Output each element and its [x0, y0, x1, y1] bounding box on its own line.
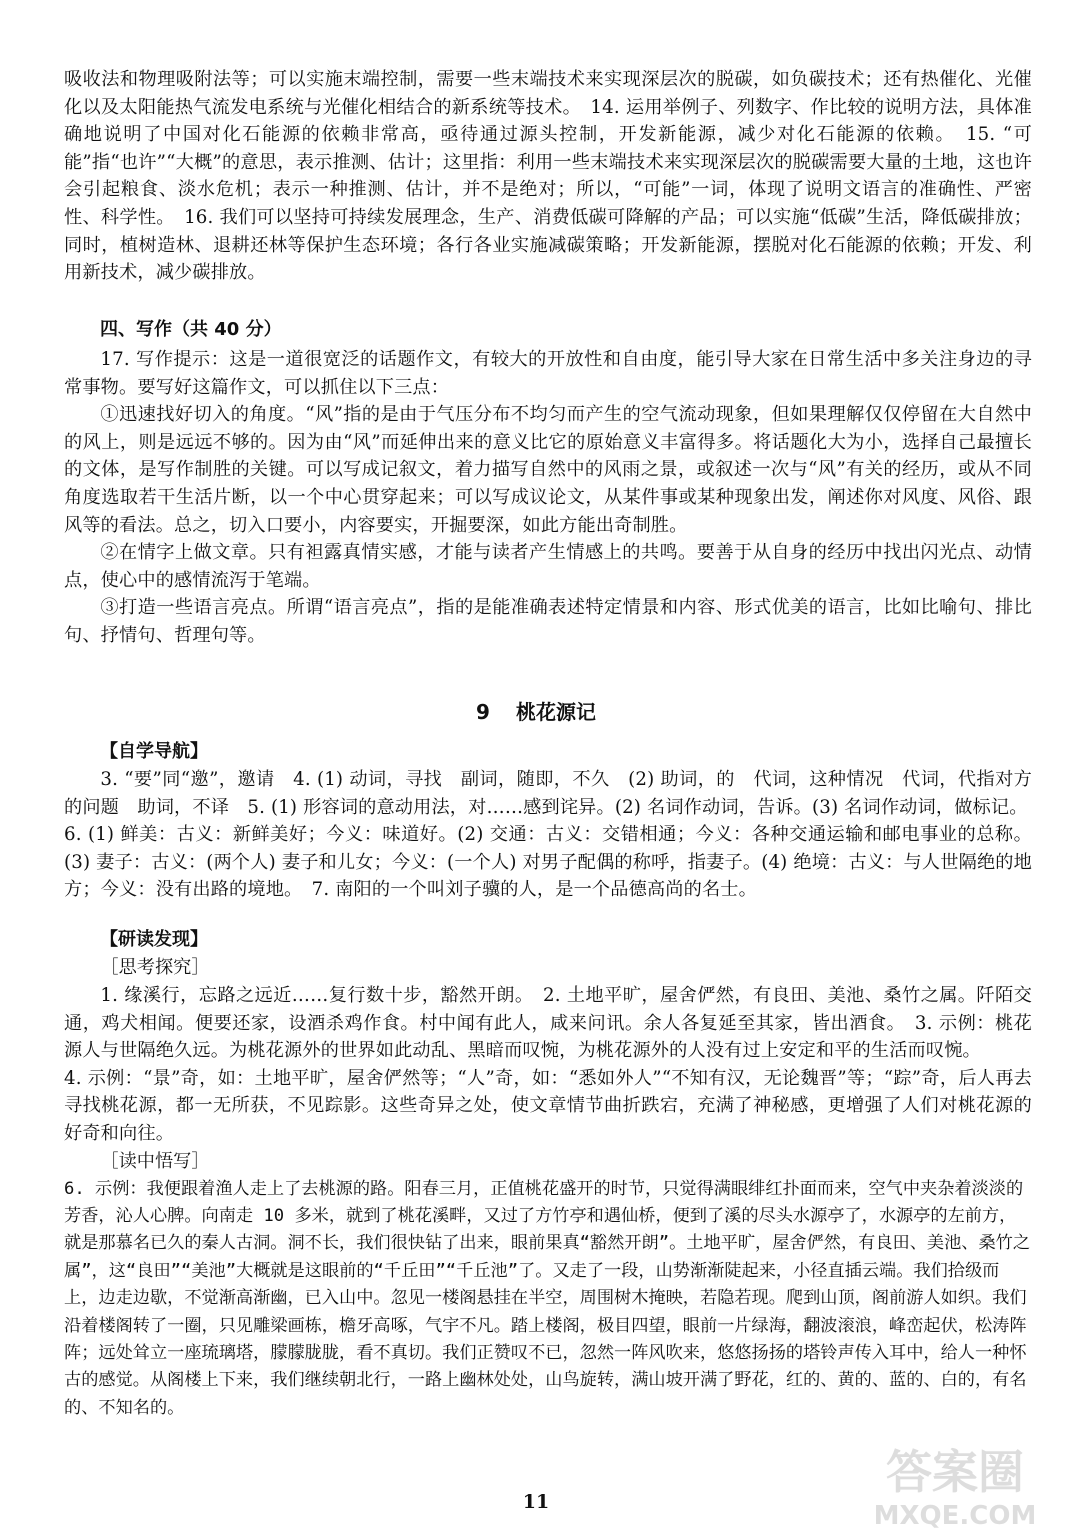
section-heading-writing: 四、写作（共 40 分）	[100, 319, 282, 340]
watermark-top-text: 答案圈	[886, 1445, 1024, 1499]
self-study-answers-3-5: 3. “要”同“邀”，邀请 4. (1) 动词，寻找 副词，随即，不久 (2) 助词，的 代词，这种情况 代词，代指对方的问题 助词，不译 5. (1) 形容词的意动用法，对……感到诧异。(2) 名词作动词，告诉。(3) 名词作动词，做标记。	[64, 769, 1032, 818]
writing-point-2: ②在情字上做文章。只有袒露真情实感，才能与读者产生情感上的共鸣。要善于从自身的经历中找出闪光点、动情点，使心中的感情流泻于笔端。	[64, 542, 1032, 591]
research-heading: 【研读发现】	[100, 929, 208, 950]
question-17-tip: 17. 写作提示：这是一道很宽泛的话题作文，有较大的开放性和自由度，能引导大家在日常生活中多关注身边的寻常事物。要写好这篇作文，可以抓住以下三点：	[64, 349, 1032, 398]
think-explore-heading: ［思考探究］	[100, 957, 210, 978]
lesson-title	[0, 696, 1072, 725]
read-write-heading: ［读中悟写］	[100, 1150, 210, 1172]
watermark-bottom-text: MXQE.COM	[873, 1501, 1037, 1530]
writing-point-1: ①迅速找好切入的角度。“风”指的是由于气压分布不均匀而产生的空气流动现象，但如果理解仅仅停留在大自然中的风上，则是远远不够的。因为由“风”而延伸出来的意义比它的原始意义丰富得多。将话题化大为小，选择自己最擅长的文体，是写作制胜的关键。可以写成记叙文，着力描写自然中的风雨之景，或叙述一次与“风”有关的经历，或从不同角度选取若干生活片断，以一个中心贯穿起来；可以写成议论文，从某件事或某种现象出发，阐述你对风度、风俗、跟风等的看法。总之，切入口要小，内容要实，开掘要深，如此方能出奇制胜。	[64, 404, 1032, 536]
think-answer-4: 4. 示例：“景”奇，如：土地平旷，屋舍俨然等；“人”奇，如：“悉如外人”“不知有汉，无论魏晋”等；“踪”奇，后人再去寻找桃花源，都一无所获，不见踪影。这些奇异之处，使文章情节曲折跌宕，充满了神秘感，更增强了人们对桃花源的好奇和向往。	[64, 1067, 1032, 1144]
answer-block-top	[64, 66, 1032, 287]
watermark-logo	[860, 1430, 1050, 1530]
lesson-title-text: 桃花源记	[515, 700, 596, 724]
self-study-section	[64, 738, 1032, 904]
lesson-number: 9	[476, 700, 490, 724]
page-number: 11	[522, 1491, 550, 1513]
self-study-answers-6-7: 6. (1) 鲜美：古义：新鲜美好；今义：味道好。(2) 交通：古义：交错相通；今义：各种交通运输和邮电事业的总称。(3) 妻子：古义：(两个人) 妻子和儿女；今义：(一个人) 对男子配偶的称呼，指妻子。(4) 绝境：古义：与人世隔绝的地方；今义：没有出路的境地。 7. 南阳的一个叫刘子骥的人，是一个品德高尚的名士。	[64, 824, 1032, 901]
writing-content	[64, 346, 1032, 650]
self-study-heading: 【自学导航】	[100, 741, 208, 762]
writing-point-3: ③打造一些语言亮点。所谓“语言亮点”，指的是能准确表述特定情景和内容、形式优美的语言，比如比喻句、排比句、抒情句、哲理句等。	[64, 597, 1032, 646]
research-section	[64, 926, 1032, 1422]
answers-13-16: 吸收法和物理吸附法等；可以实施末端控制，需要一些末端技术来实现深层次的脱碳，如负碳技术；还有热催化、光催化以及太阳能热气流发电系统与光催化相结合的新系统等技术。 14. 运用举例子、列数字、作比较的说明方法，具体准确地说明了中国对化石能源的依赖非常高，亟待通过源头控制，开发新能源，减少对化石能源的依赖。 15. “可能”指“也许”“大概”的意思，表示推测、估计；这里指：利用一些末端技术来实现深层次的脱碳需要大量的土地，这也许会引起粮食、淡水危机；表示一种推测、估计，并不是绝对；所以，“可能”一词，体现了说明文语言的准确性、严密性、科学性。 16. 我们可以坚持可持续发展理念，生产、消费低碳可降解的产品；可以实施“低碳”生活，降低碳排放；同时，植树造林、退耕还林等保护生态环境；各行各业实施减碳策略；开发新能源，摆脱对化石能源的依赖；开发、利用新技术，减少碳排放。	[64, 69, 1032, 284]
writing-section	[64, 316, 1032, 344]
think-answers-1-3: 1. 缘溪行，忘路之远近……复行数十步，豁然开朗。 2. 土地平旷，屋舍俨然，有良田、美池、桑竹之属。阡陌交通，鸡犬相闻。便要还家，设酒杀鸡作食。村中闻有此人，咸来问讯。余人各复延至其家，皆出酒食。 3. 示例：桃花源人与世隔绝久远。为桃花源外的世界如此动乱、黑暗而叹惋，为桃花源外的人没有过上安定和平的生活而叹惋。	[64, 985, 1032, 1062]
read-write-answer-6: 6. 示例：我便跟着渔人走上了去桃源的路。阳春三月，正值桃花盛开的时节，只觉得满眼绯红扑面而来，空气中夹杂着淡淡的芳香，沁人心脾。向南走 10 多米，就到了桃花溪畔，又过了方竹亭和遇仙桥，便到了溪的尽头水源亭了，水源亭的左前方，就是那慕名已久的秦人古洞。洞不长，我们很快钻了出来，眼前果真“豁然开朗”。土地平旷，屋舍俨然，有良田、美池、桑竹之属”，这“良田”“美池”大概就是这眼前的“千丘田”“千丘池”了。又走了一段，山势渐渐陡起来，小径直插云端。我们拾级而上，边走边歇，不觉渐高渐幽，已入山中。忽见一楼阁悬挂在半空，周围树木掩映，若隐若现。爬到山顶，阁前游人如织。我们沿着楼阁转了一圈，只见雕梁画栋，檐牙高啄，气宇不凡。踏上楼阁，极目四望，眼前一片绿海，翻波滚浪，峰峦起伏，松涛阵阵；远处耸立一座琉璃塔，朦朦胧胧，看不真切。我们正赞叹不已，忽然一阵风吹来，悠悠扬扬的塔铃声传入耳中，给人一种怀古的感觉。从阁楼上下来，我们继续朝北行，一路上幽林处处，山鸟旋转，满山坡开满了野花，红的、黄的、蓝的、白的，有名的、不知名的。	[64, 1178, 1031, 1418]
